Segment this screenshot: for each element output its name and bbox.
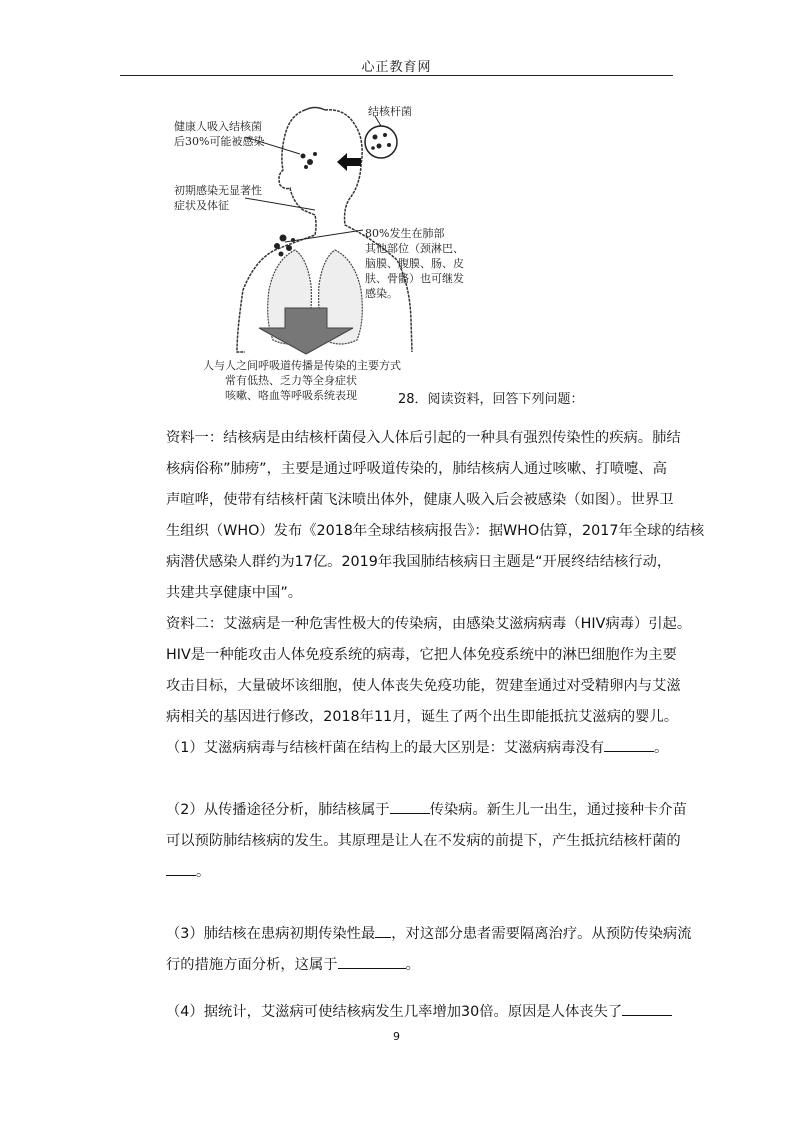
question-2 [166, 795, 687, 888]
figure-label-bacteria: 结核杆菌 [368, 105, 412, 118]
answer-blank[interactable] [338, 953, 406, 969]
material-one [166, 423, 705, 609]
question-2-text-b: 传染病。新生儿一出生，通过接种卡介苗 [429, 802, 687, 818]
question-3-text-b: ，对这部分患者需要隔离治疗。从预防传染病流 [391, 926, 692, 942]
material-one-line: 共建共享健康中国”。 [166, 585, 303, 601]
question-3-text-a: （3）肺结核在患病初期传染性最 [166, 926, 376, 942]
material-two-line: HIV是一种能攻击人体免疫系统的病毒，它把人体免疫系统中的淋巴细胞作为主要 [166, 647, 677, 663]
question-1-text: （1）艾滋病病毒与结核杆菌在结构上的最大区别是：艾滋病病毒没有 [166, 740, 604, 756]
question-3-line [166, 950, 678, 981]
material-two [166, 609, 692, 733]
question-1-end: 。 [654, 740, 669, 756]
figure-label-infection: 健康人吸入结核菌 后30%可能被感染 [174, 120, 265, 148]
question-2-end: 。 [196, 864, 211, 880]
page-number: 9 [393, 1030, 400, 1043]
answer-blank[interactable] [622, 1000, 672, 1016]
page-header-title: 心正教育网 [361, 60, 432, 75]
figure-label-lungs: 80%发生在肺部 其他部位（颈淋巴、 脑膜、腹膜、肠、皮 肤、骨骼）也可继发 感染。 [365, 227, 464, 300]
figure-label-transmission: 人与人之间呼吸道传播是传染的主要方式 常有低热、乏力等全身症状 咳嗽、咯血等呼吸系统表现 [203, 359, 401, 402]
question-1-line [166, 733, 678, 764]
figure-label-initial-symptoms: 初期感染无显著性 症状及体征 [174, 184, 262, 212]
question-3 [166, 919, 692, 981]
question-3-text-c: 行的措施方面分析，这属于 [166, 957, 338, 973]
question-2-line [166, 795, 687, 826]
question-2-text-a: （2）从传播途径分析，肺结核属于 [166, 802, 390, 818]
answer-blank[interactable] [390, 798, 430, 814]
material-one-line: 资料一：结核病是由结核杆菌侵入人体后引起的一种具有强烈传染性的疾病。肺结 [166, 430, 681, 446]
answer-blank[interactable] [604, 736, 654, 752]
answer-blank[interactable] [375, 922, 391, 938]
tuberculosis-infection-figure [165, 90, 465, 410]
question-2-line [166, 857, 678, 888]
question-3-end: 。 [405, 957, 420, 973]
material-one-line: 核病俗称”肺痨”，主要是通过呼吸道传染的，肺结核病人通过咳嗽、打喷嚏、高 [166, 461, 667, 477]
material-two-line: 攻击目标，大量破坏该细胞，使人体丧失免疫功能，贺建奎通过对受精卵内与艾滋 [166, 678, 681, 694]
answer-blank[interactable] [166, 860, 196, 876]
question-4-line [166, 997, 678, 1028]
question-3-line [166, 919, 692, 950]
material-one-line: 生组织（WHO）发布《2018年全球结核病报告》：据WHO估算，2017年全球的结核 [166, 523, 705, 539]
question-2-line: 可以预防肺结核病的发生。其原理是让人在不发病的前提下，产生抵抗结核杆菌的 [166, 833, 681, 849]
material-one-line: 病潜伏感染人群约为17亿。2019年我国肺结核病日主题是“开展终结结核行动， [166, 554, 672, 570]
material-one-line: 声喧哗，使带有结核杆菌飞沫喷出体外，健康人吸入后会被感染（如图）。世界卫 [166, 492, 674, 508]
question-1 [166, 733, 678, 764]
question-4-text: （4）据统计，艾滋病可使结核病发生几率增加30倍。原因是人体丧失了 [166, 1004, 623, 1020]
question-4 [166, 997, 678, 1028]
material-two-line: 病相关的基因进行修改，2018年11月，诞生了两个出生即能抵抗艾滋病的婴儿。 [166, 709, 679, 725]
header-divider [120, 75, 673, 76]
material-two-line: 资料二：艾滋病是一种危害性极大的传染病，由感染艾滋病病毒（HIV病毒）引起。 [166, 616, 692, 632]
question-header: 28．阅读资料，回答下列问题： [398, 392, 584, 407]
